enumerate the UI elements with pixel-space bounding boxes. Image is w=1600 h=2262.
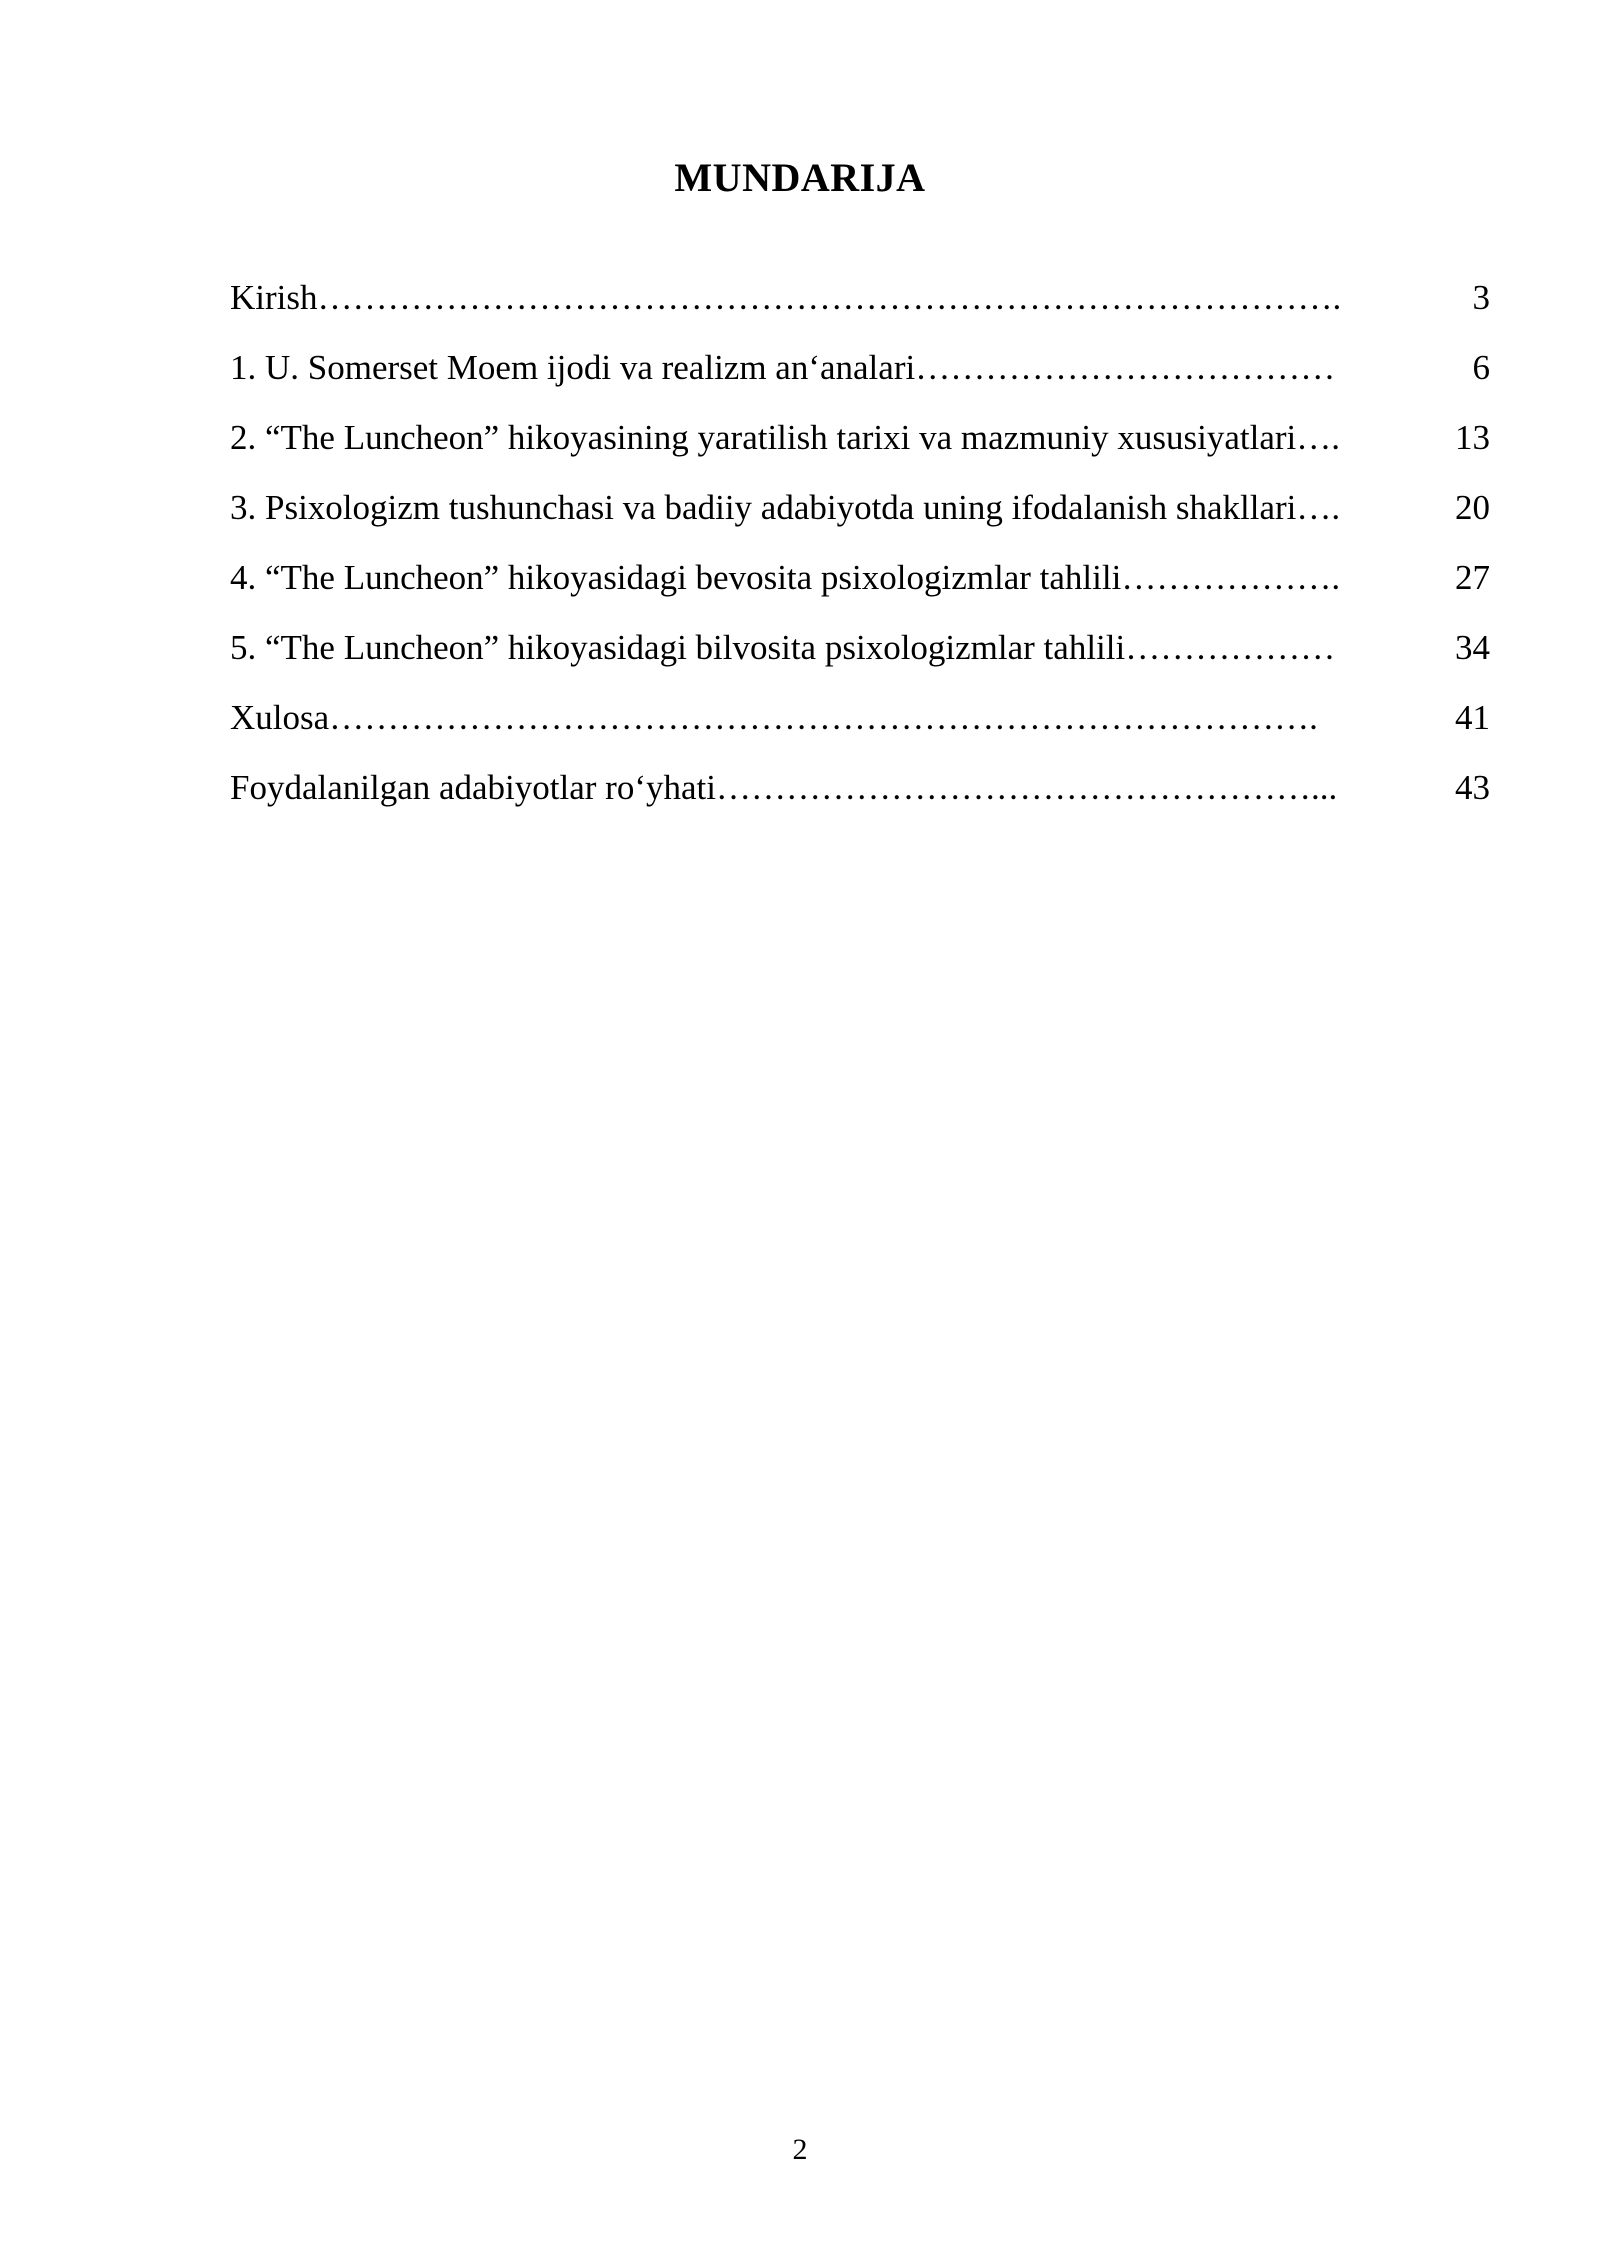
toc-label: 1. U. Somerset Moem ijodi va realizm an‘analari — [230, 348, 916, 387]
toc-label: 3. Psixologizm tushunchasi va badiiy adabiyotda uning ifodalanish shakllari — [230, 488, 1297, 527]
toc-leader-dots: …. — [1296, 488, 1341, 527]
toc-page-number: 3 — [1472, 278, 1490, 317]
toc-leader-dots: ………………. — [1121, 558, 1341, 597]
toc-row-chapter-4 — [230, 548, 1490, 618]
toc-page-number: 6 — [1472, 348, 1490, 387]
page-title: MUNDARIJA — [674, 155, 926, 200]
toc-row-kirish — [230, 268, 1490, 338]
toc-row-chapter-1 — [230, 338, 1490, 408]
toc-row-xulosa — [230, 688, 1490, 758]
toc-entry — [230, 758, 1425, 818]
toc-label: 5. “The Luncheon” hikoyasidagi bilvosita psixologizmlar tahlili — [230, 628, 1126, 667]
page-number: 2 — [792, 2133, 808, 2166]
toc-entry — [230, 338, 1425, 398]
toc-page-number: 43 — [1455, 768, 1490, 807]
toc-entry — [230, 408, 1425, 468]
toc-entry — [230, 268, 1425, 328]
table-of-contents — [230, 268, 1490, 828]
toc-leader-dots: ……………………………………………... — [715, 768, 1338, 807]
toc-page-number: 27 — [1455, 558, 1490, 597]
toc-entry — [230, 618, 1425, 678]
toc-row-chapter-3 — [230, 478, 1490, 548]
toc-label: 2. “The Luncheon” hikoyasining yaratilish tarixi va mazmuniy xususiyatlari — [230, 418, 1297, 457]
toc-page-number: 20 — [1455, 488, 1490, 527]
toc-label: Xulosa — [230, 698, 330, 737]
toc-entry — [230, 478, 1425, 538]
toc-row-chapter-5 — [230, 618, 1490, 688]
toc-leader-dots: …………………………………………………………………………. — [329, 698, 1318, 737]
toc-page-number: 41 — [1455, 698, 1490, 737]
toc-label: Kirish — [230, 278, 318, 317]
toc-label: 4. “The Luncheon” hikoyasidagi bevosita psixologizmlar tahlili — [230, 558, 1122, 597]
toc-leader-dots: ……………………………… — [915, 348, 1336, 387]
toc-leader-dots: …. — [1296, 418, 1341, 457]
toc-row-chapter-2 — [230, 408, 1490, 478]
toc-page-number: 34 — [1455, 628, 1490, 667]
toc-leader-dots: ……………… — [1125, 628, 1336, 667]
toc-row-references — [230, 758, 1490, 828]
toc-entry — [230, 548, 1425, 608]
toc-entry — [230, 688, 1425, 748]
toc-page-number: 13 — [1455, 418, 1490, 457]
toc-leader-dots: ……………………………………………………………………………. — [317, 278, 1342, 317]
toc-label: Foydalanilgan adabiyotlar ro‘yhati — [230, 768, 716, 807]
